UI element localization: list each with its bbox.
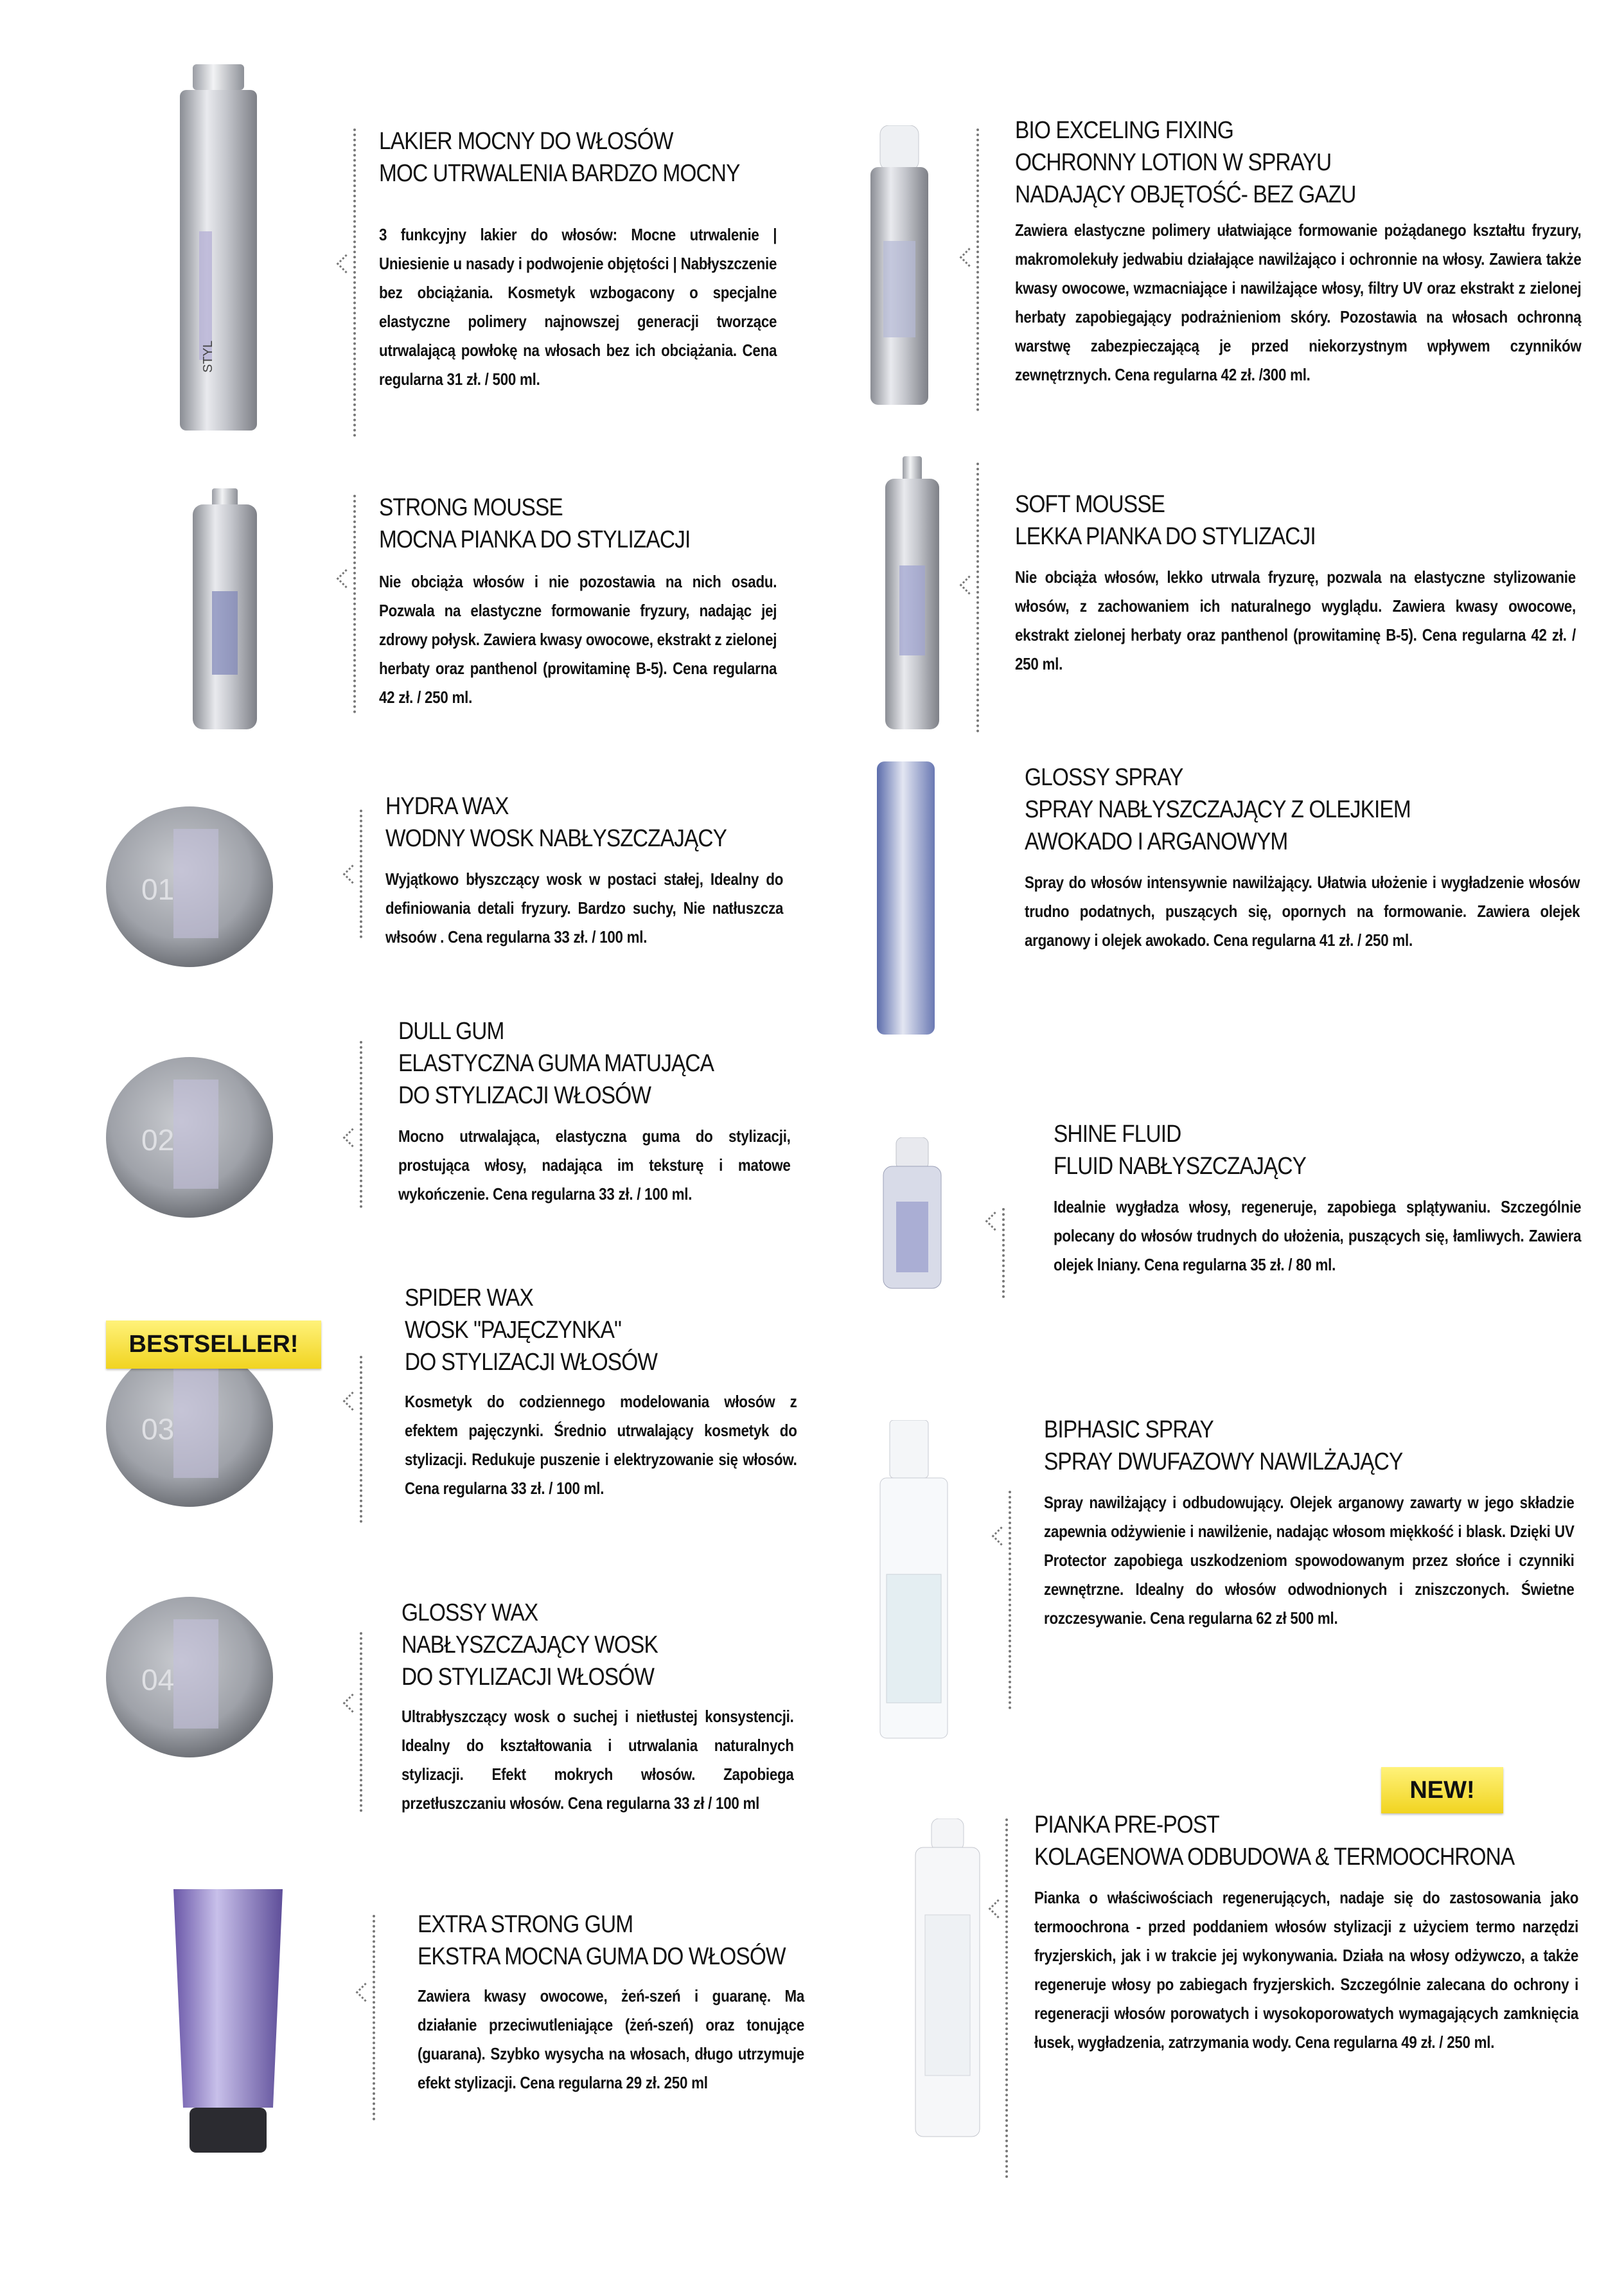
arrow-icon bbox=[992, 1527, 1011, 1546]
bio-exceling-spray-image bbox=[864, 125, 935, 408]
product-title: STRONG MOUSSE MOCNA PIANKA DO STYLIZACJI bbox=[379, 494, 691, 553]
product-glossy-wax bbox=[402, 1597, 800, 1818]
pot-number-02: 02 bbox=[141, 1123, 175, 1157]
glossy-spray-can-image bbox=[870, 761, 941, 1038]
product-title: LAKIER MOCNY DO WŁOSÓW MOC UTRWALENIA BARDZO MOCNY bbox=[379, 128, 740, 187]
product-description: Mocno utrwalająca, elastyczna guma do stylizacji, prostująca włosy, nadająca im teksturę i matowe wykończenie. Cena regularna 33 zł. / 100 ml. bbox=[398, 1126, 791, 1204]
product-description: Wyjątkowo błyszczący wosk w postaci stałej, Idealny do definiowania detali fryzury. Bardzo suchy, Nie natłuszcza włsoów . Cena regularna 33 zł. / 100 ml. bbox=[385, 869, 784, 947]
product-bio-exceling-fixing bbox=[1015, 114, 1593, 389]
product-description: Kosmetyk do codziennego modelowania włosów z efektem pajęczynki. Średnio utrwalający kosmetyk do stylizacji. Redukuje puszenie i elektryzowanie się włosów. Cena regularna 33 zł. / 100 ml. bbox=[405, 1392, 797, 1498]
product-description: 3 funkcyjny lakier do włosów: Mocne utrwalenie | Uniesienie u nasady i podwojenie objętości | Nabłyszczenie bez obciążania. Kosmetyk wzbogacony o specjalne elastyczne polimery najnowszej generacji tworzące utrwalającą powłokę na włosach bez ich obciążania. Cena regularna 31 zł. / 500 ml. bbox=[379, 225, 777, 389]
product-title: SOFT MOUSSE LEKKA PIANKA DO STYLIZACJI bbox=[1015, 491, 1316, 550]
arrow-icon bbox=[343, 1392, 362, 1411]
product-lakier-mocny bbox=[379, 125, 809, 394]
arrow-icon bbox=[343, 1128, 362, 1148]
shine-fluid-bottle-image bbox=[877, 1137, 948, 1292]
pot-number-01: 01 bbox=[141, 873, 175, 906]
connector-line bbox=[353, 495, 356, 713]
pot-number-04: 04 bbox=[141, 1663, 175, 1696]
biphasic-spray-bottle-image bbox=[874, 1420, 954, 1741]
product-title: BIO EXCELING FIXING OCHRONNY LOTION W SPRAYU NADAJĄCY OBJĘTOŚĆ- BEZ GAZU bbox=[1015, 117, 1356, 208]
product-soft-mousse bbox=[1015, 488, 1593, 679]
product-extra-strong-gum bbox=[418, 1908, 803, 2097]
arrow-icon bbox=[989, 1899, 1008, 1919]
connector-line bbox=[360, 1041, 362, 1208]
glossy-wax-pot-image bbox=[103, 1594, 276, 1761]
connector-line bbox=[360, 1356, 362, 1523]
product-hydra-wax bbox=[385, 790, 816, 952]
arrow-icon bbox=[343, 1694, 362, 1713]
product-description: Zawiera elastyczne polimery ułatwiające formowanie pożądanego kształtu fryzury, makromolekuły jedwabiu działające nawilżająco i ochronnie na włosy. Zawiera także kwasy owocowe, wzmacniające i nawilżające włosy, filtry UV oraz ekstrakt z zielonej herbaty zapobiegający podrażnieniom skóry. Pozostawia na włosach ochronną warstwę zabezpieczającą je przed niekorzystnym wpływem czynników zewnętrznych. Cena regularna 42 zł. /300 ml. bbox=[1015, 220, 1582, 384]
hydra-wax-pot-image bbox=[103, 803, 276, 970]
connector-line bbox=[353, 129, 356, 437]
arrow-icon bbox=[343, 865, 362, 884]
extra-strong-gum-tube-image bbox=[161, 1889, 296, 2159]
product-description: Zawiera kwasy owocowe, żeń-szeń i guaranę. Ma działanie przeciwutleniające (żeń-szeń) oraz tonujące (guarana). Szybko wysycha na włosach, długo utrzymuje efekt stylizacji. Cena regularna 29 zł. 250 ml bbox=[418, 1986, 804, 2092]
product-strong-mousse bbox=[379, 492, 809, 712]
product-title: GLOSSY WAX NABŁYSZCZAJĄCY WOSK DO STYLIZACJI WŁOSÓW bbox=[402, 1599, 658, 1691]
product-title: DULL GUM ELASTYCZNA GUMA MATUJĄCA DO STYLIZACJI WŁOSÓW bbox=[398, 1018, 714, 1109]
product-title: EXTRA STRONG GUM EKSTRA MOCNA GUMA DO WŁOSÓW bbox=[418, 1911, 786, 1970]
arrow-icon bbox=[337, 254, 356, 274]
arrow-icon bbox=[337, 569, 356, 589]
product-spider-wax bbox=[405, 1282, 803, 1503]
product-description: Pianka o właściwościach regenerujących, nadaje się do zastosowania jako termoochrona - przed poddaniem włosów stylizacji z użyciem termo narzędzi fryzjerskich, jak i w trakcie jej wykonywania. Działa na włosy odżywczo, a także regeneruje włosy po zabiegach fryzjerskich. Szczególnie zalecana do ochrony i regeneracji włosów porowatych i wysokoporowatych wymagających zamknięcia łusek, wygładzenia, zatrzymania wody. Cena regularna 49 zł. / 250 ml. bbox=[1034, 1888, 1579, 2052]
strong-mousse-can-image bbox=[186, 488, 263, 733]
pianka-pre-post-can-image bbox=[909, 1818, 986, 2140]
product-biphasic-spray bbox=[1044, 1414, 1590, 1633]
arrow-icon bbox=[960, 248, 979, 267]
arrow-icon bbox=[985, 1212, 1005, 1231]
product-description: Idealnie wygładza włosy, regeneruje, zapobiega splątywaniu. Szczególnie polecany do włosów trudnych do ułożenia, puszących się, łamliwych. Zawiera olejek lniany. Cena regularna 35 zł. / 80 ml. bbox=[1054, 1197, 1582, 1274]
soft-mousse-can-image bbox=[880, 456, 944, 733]
connector-line bbox=[976, 129, 979, 411]
new-badge: NEW! bbox=[1381, 1767, 1503, 1813]
connector-line bbox=[1009, 1491, 1011, 1709]
arrow-icon bbox=[960, 576, 979, 595]
connector-line bbox=[1005, 1818, 1008, 2178]
product-description: Ultrabłyszczący wosk o suchej i nietłustej konsystencji. Idealny do kształtowania i utrwalania naturalnych stylizacji. Efekt mokrych włosów. Zapobiega przetłuszczaniu włosów. Cena regularna 33 zł / 100 ml bbox=[402, 1707, 794, 1813]
arrow-icon bbox=[356, 1983, 375, 2002]
pot-number-03: 03 bbox=[141, 1412, 175, 1446]
connector-line bbox=[976, 463, 979, 733]
product-description: Nie obciąża włosów i nie pozostawia na nich osadu. Pozwala na elastyczne formowanie fryzury, nadając jej zdrowy połysk. Zawiera kwasy owocowe, ekstrakt z zielonej herbaty oraz panthenol (prowitaminę B-5). Cena regularna 42 zł. / 250 ml. bbox=[379, 572, 777, 707]
product-dull-gum bbox=[398, 1015, 816, 1209]
product-title: SPIDER WAX WOSK "PAJĘCZYNKA" DO STYLIZACJI WŁOSÓW bbox=[405, 1285, 658, 1376]
hair-spray-can-image bbox=[173, 64, 263, 437]
product-title: GLOSSY SPRAY SPRAY NABŁYSZCZAJĄCY Z OLEJKIEM AWOKADO I ARGANOWYM bbox=[1025, 764, 1411, 855]
connector-line bbox=[373, 1915, 375, 2121]
product-description: Spray nawilżający i odbudowujący. Olejek arganowy zawarty w jego składzie zapewnia odżywienie i nawilżenie, nadając włosom miękkość i blask. Dzięki UV Protector zapobiega uszkodzeniom spowodowanym przez słońce i czynniki zewnętrzne. Idealny do włosów odwodnionych i zniszczonych. Świetne rozczesywanie. Cena regularna 62 zł 500 ml. bbox=[1044, 1493, 1575, 1628]
product-glossy-spray bbox=[1025, 761, 1590, 955]
product-title: BIPHASIC SPRAY SPRAY DWUFAZOWY NAWILŻAJĄCY bbox=[1044, 1416, 1403, 1475]
product-title: PIANKA PRE-POST KOLAGENOWA ODBUDOWA & TERMOOCHRONA bbox=[1034, 1811, 1515, 1871]
product-description: Nie obciąża włosów, lekko utrwala fryzurę, pozwala na elastyczne stylizowanie włosów, z zachowaniem ich naturalnego wyglądu. Zawiera kwasy owocowe, ekstrakt zielonej herbaty oraz panthenol (prowitaminę B-5). Cena regularna 42 zł. / 250 ml. bbox=[1015, 567, 1576, 673]
product-description: Spray do włosów intensywnie nawilżający. Ułatwia ułożenie i wygładzenie włosów trudno podatnych, puszących się, opornych na formowanie. Zawiera olejek arganowy i olejek awokado. Cena regularna 41 zł. / 250 ml. bbox=[1025, 873, 1580, 950]
product-title: HYDRA WAX WODNY WOSK NABŁYSZCZAJĄCY bbox=[385, 793, 727, 852]
can-brand-text: STYL bbox=[201, 340, 215, 373]
product-shine-fluid bbox=[1054, 1118, 1593, 1279]
connector-line bbox=[360, 1632, 362, 1812]
product-pianka-pre-post bbox=[1034, 1809, 1593, 2057]
bestseller-badge: BESTSELLER! bbox=[106, 1320, 321, 1369]
product-title: SHINE FLUID FLUID NABŁYSZCZAJĄCY bbox=[1054, 1121, 1307, 1180]
dull-gum-pot-image bbox=[103, 1054, 276, 1221]
